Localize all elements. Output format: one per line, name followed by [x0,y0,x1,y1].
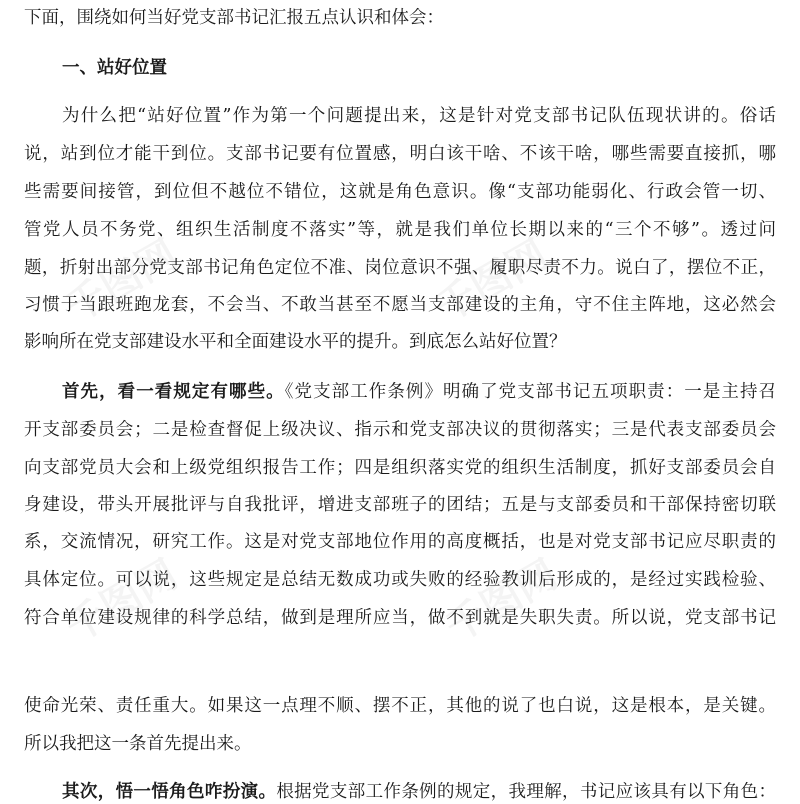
paragraph-line: 符合单位建设规律的科学总结，做到是理所应当，做不到就是失职失责。所以说，党支部书记 [24,608,776,628]
paragraph-lead: 其次，悟一悟角色咋扮演。 [62,782,277,802]
paragraph-text: 根据党支部工作条例的规定，我理解，书记应该具有以下角色： [276,782,776,802]
paragraph-line: 开支部委员会；二是检查督促上级决议、指示和党支部决议的贯彻落实；三是代表支部委员会 [24,420,776,440]
paragraph-line: 些需要间接管，到位但不越位不错位，这就是角色意识。像“支部功能弱化、行政会管一切、 [24,182,776,202]
paragraph-line: 习惯于当跟班跑龙套，不会当、不敢当甚至不愿当支部建设的主角，守不住主阵地，这必然会 [24,295,776,315]
paragraph-line: 题，折射出部分党支部书记角色定位不准、岗位意识不强、履职尽责不力。说白了，摆位不正， [24,258,776,278]
watermark: 千图网 [58,551,186,652]
paragraph-line [62,780,776,804]
paragraph-line: 管党人员不务党、组织生活制度不落实”等，就是我们单位长期以来的“三个不够”。透过问 [24,220,776,240]
paragraph-line: 使命光荣、责任重大。如果这一点理不顺、摆不正，其他的说了也白说，这是根本，是关键。 [24,696,776,716]
paragraph-line: 所以我把这一条首先提出来。 [24,734,252,754]
paragraph-line: 具体定位。可以说，这些规定是总结无数成功或失败的经验教训后形成的，是经过实践检验、 [24,570,776,590]
paragraph-line: 影响所在党支部建设水平和全面建设水平的提升。到底怎么站好位置？ [24,332,567,352]
paragraph-line: 身建设，带头开展批评与自我批评，增进支部班子的团结；五是与支部委员和干部保持密切联 [24,495,776,515]
paragraph-line: 说，站到位才能干到位。支部书记要有位置感，明白该干啥、不该干啥，哪些需要直接抓，哪 [24,144,776,164]
paragraph-line: 向支部党员大会和上级党组织报告工作；四是组织落实党的组织生活制度，抓好支部委员会自 [24,458,776,478]
watermark: 千图网 [438,551,566,652]
paragraph-line: 系，交流情况，研究工作。这是对党支部地位作用的高度概括，也是对党支部书记应尽职责的 [24,532,776,552]
section-heading: 一、站好位置 [62,58,167,78]
watermark: 千图网 [428,231,556,332]
paragraph-lead: 首先，看一看规定有哪些。 [62,382,285,402]
intro-line: 下面，围绕如何当好党支部书记汇报五点认识和体会： [24,8,444,28]
paragraph-text: 《党支部工作条例》明确了党支部书记五项职责：一是主持召 [284,382,776,402]
paragraph-line: 为什么把“站好位置”作为第一个问题提出来，这是针对党支部书记队伍现状讲的。俗话 [62,106,776,126]
paragraph-line [62,380,776,404]
watermark: 千图网 [58,231,186,332]
